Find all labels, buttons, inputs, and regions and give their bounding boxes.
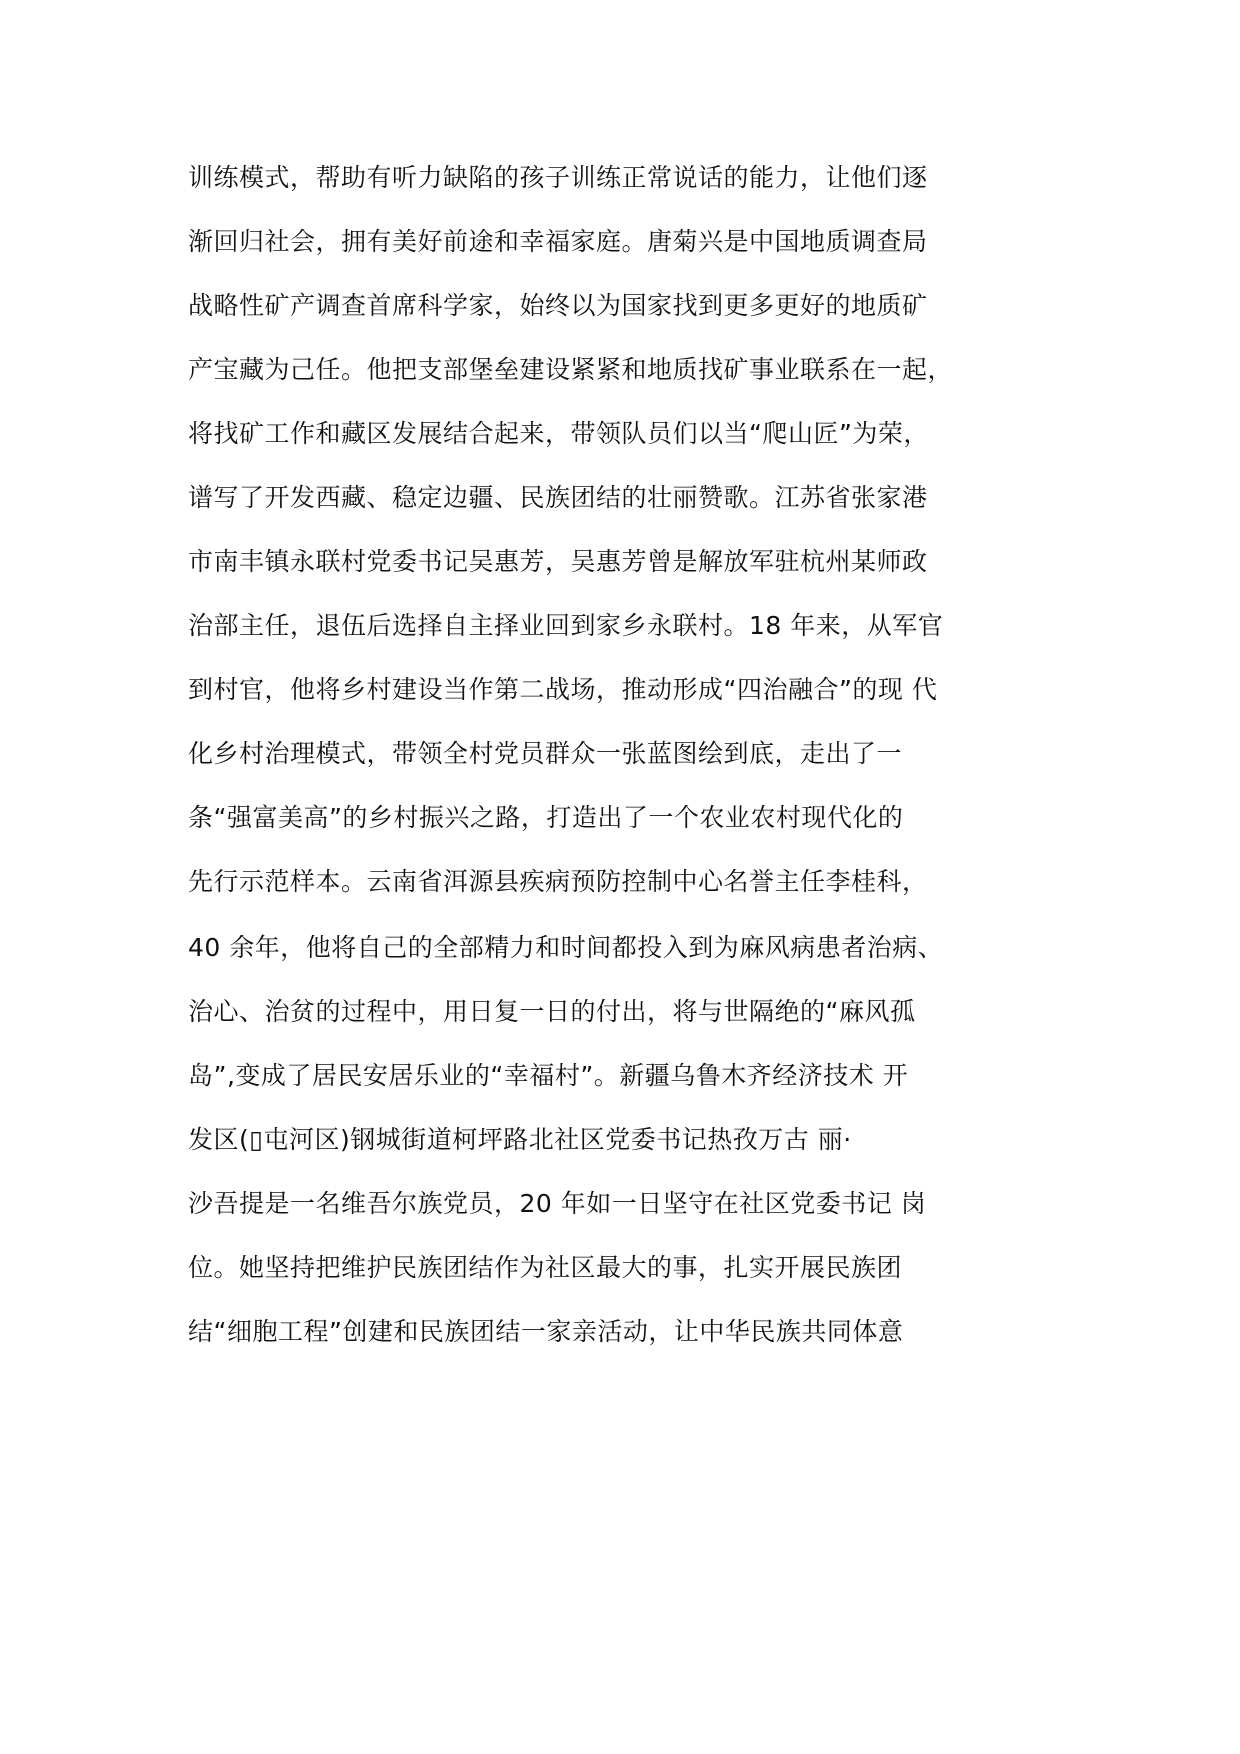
text-line-4: 产宝藏为己任。他把支部堡垒建设紧紧和地质找矿事业联系在一起，: [188, 355, 954, 384]
text-line-7: 市南丰镇永联村党委书记吴惠芳，吴惠芳曾是解放军驻杭州某师政: [188, 547, 928, 576]
text-line-15: 岛”,变成了居民安居乐业的“幸福村”。新疆乌鲁木齐经济技术 开: [188, 1061, 909, 1090]
text-line-14: 治心、治贫的过程中，用日复一日的付出，将与世隔绝的“麻风孤: [188, 997, 916, 1026]
text-line-18: 位。她坚持把维护民族团结作为社区最大的事，扎实开展民族团: [188, 1253, 903, 1282]
text-line-6: 谱写了开发西藏、稳定边疆、民族团结的壮丽赞歌。江苏省张家港: [188, 483, 928, 512]
text-line-5: 将找矿工作和藏区发展结合起来，带领队员们以当“爬山匠”为荣，: [188, 419, 929, 448]
text-line-3: 战略性矿产调查首席科学家，始终以为国家找到更多更好的地质矿: [188, 291, 928, 320]
text-line-19: 结“细胞工程”创建和民族团结一家亲活动，让中华民族共同体意: [188, 1317, 904, 1346]
text-line-16: 发区(▯屯河区)钢城街道柯坪路北社区党委书记热孜万古 丽·: [188, 1125, 852, 1154]
text-line-11: 条“强富美高”的乡村振兴之路，打造出了一个农业农村现代化的: [188, 803, 904, 832]
text-line-10: 化乡村治理模式，带领全村党员群众一张蓝图绘到底，走出了一: [188, 739, 903, 768]
text-line-9: 到村官，他将乡村建设当作第二战场，推动形成“四治融合”的现 代: [188, 675, 938, 704]
text-line-12: 先行示范样本。云南省洱源县疾病预防控制中心名誉主任李桂科，: [188, 867, 928, 896]
text-line-17: 沙吾提是一名维吾尔族党员，20 年如一日坚守在社区党委书记 岗: [188, 1189, 927, 1218]
text-line-8: 治部主任，退伍后选择自主择业回到家乡永联村。18 年来，从军官: [188, 611, 944, 640]
text-line-1: 训练模式，帮助有听力缺陷的孩子训练正常说话的能力，让他们逐: [188, 163, 928, 192]
text-line-2: 渐回归社会，拥有美好前途和幸福家庭。唐菊兴是中国地质调查局: [188, 227, 928, 256]
text-line-13: 40 余年，他将自己的全部精力和时间都投入到为麻风病患者治病、: [188, 933, 944, 962]
